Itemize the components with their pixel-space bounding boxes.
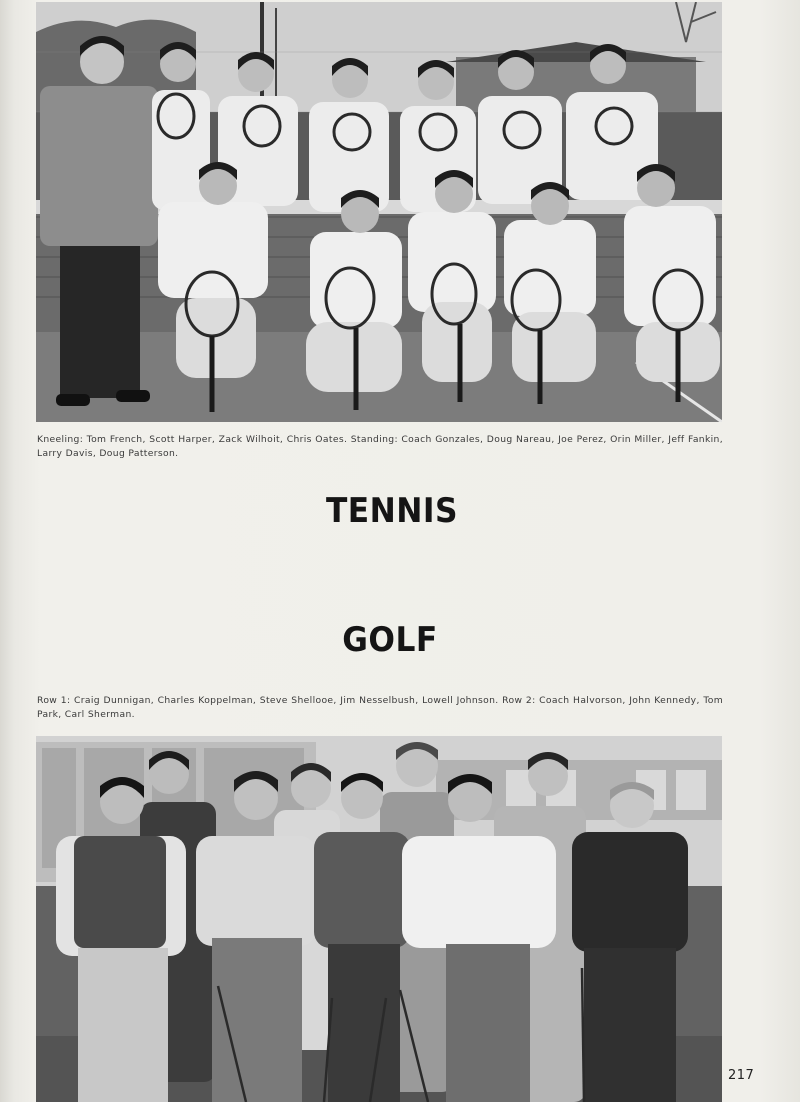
tennis-team-photo — [36, 2, 722, 422]
golf-team-photo — [36, 736, 722, 1102]
tennis-heading: TENNIS — [326, 491, 458, 531]
golf-photo-caption: Row 1: Craig Dunnigan, Charles Koppelman, Steve Shellooe, Jim Nesselbush, Lowell Johnson. Row 2: Coach Halvorson, John Kennedy, Tom Park, Carl Sherman. — [37, 695, 723, 720]
golf-heading: GOLF — [342, 620, 438, 660]
tennis-photo-caption: Kneeling: Tom French, Scott Harper, Zack Wilhoit, Chris Oates. Standing: Coach Gonzales, Doug Nareau, Joe Perez, Orin Miller, Jeff Fankin, Larry Davis, Doug Patterson. — [37, 434, 723, 459]
page-number: 217 — [728, 1068, 755, 1083]
